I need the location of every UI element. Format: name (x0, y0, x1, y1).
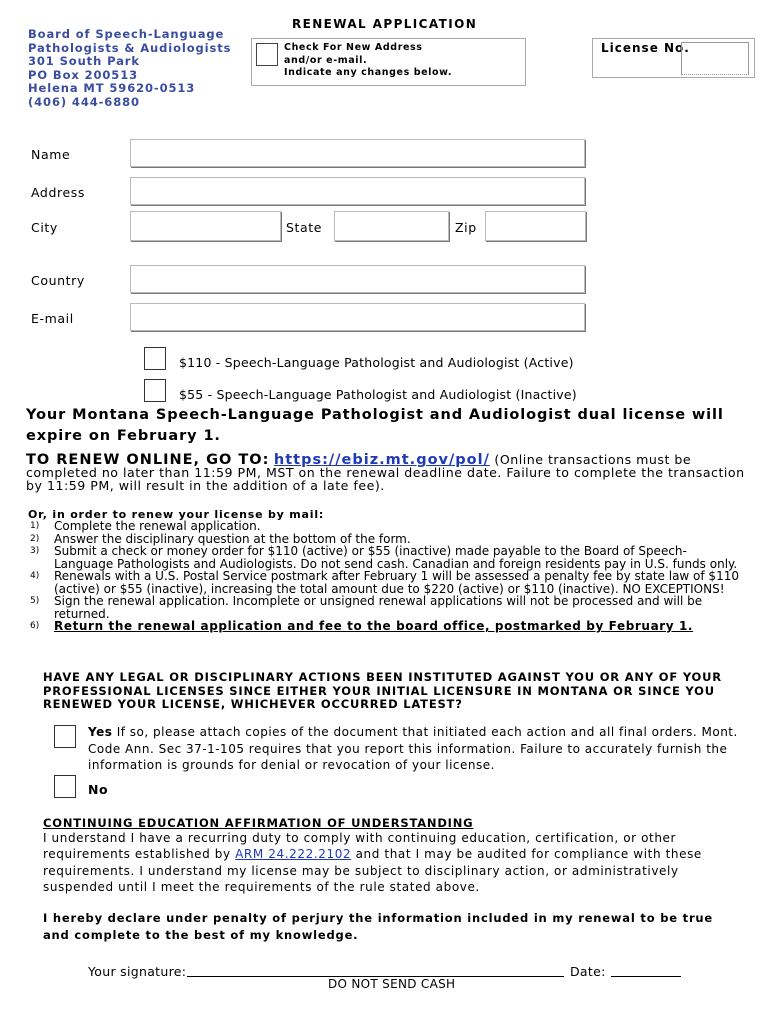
step-text: Answer the disciplinary question at the bottom of the form. (54, 531, 411, 546)
step-number: 6) (30, 621, 40, 631)
city-label: City (31, 220, 58, 235)
name-field[interactable] (130, 139, 585, 167)
license-number-label: License No. (601, 41, 690, 55)
state-label: State (286, 220, 323, 235)
ce-text (43, 830, 748, 896)
ce-text-before: I understand I have a recurring duty to comply with continuing education, certification, or other requirements established by (43, 831, 677, 862)
active-fee-checkbox[interactable] (144, 347, 166, 370)
date-label: Date: (570, 964, 606, 979)
no-cash-footer: DO NOT SEND CASH (328, 977, 456, 991)
board-address-line: Helena MT 59620-0513 (28, 81, 196, 96)
inactive-fee-checkbox[interactable] (144, 379, 166, 402)
country-label: Country (31, 273, 85, 288)
no-checkbox[interactable] (54, 775, 76, 798)
yes-label: Yes (88, 725, 113, 739)
zip-field[interactable] (485, 211, 586, 241)
zip-label: Zip (455, 220, 477, 235)
board-address-line: (406) 444-6880 (28, 94, 140, 109)
board-address (28, 28, 231, 110)
license-number-panel (592, 38, 755, 78)
list-item (28, 620, 740, 633)
no-label: No (88, 782, 109, 797)
inactive-fee-label: $55 - Speech-Language Pathologist and Audiologist (Inactive) (179, 387, 577, 402)
new-address-panel (251, 38, 526, 86)
online-renewal-note: (Online transactions must be completed no later than 11:59 PM, MST on the renewal deadline date. Failure to complete the transaction by 11:59 PM, will result in the addition of a late fee). (26, 452, 745, 493)
state-field[interactable] (334, 211, 449, 241)
step-text: Return the renewal application and fee to the board office, postmarked by February 1. (54, 619, 694, 633)
step-number: 1) (30, 521, 40, 531)
ce-text-after: and that I may be audited for compliance with these requirements. I understand my license may be subject to disciplinary action, or administratively suspended until I meet the requirements of the rule stated above. (43, 847, 702, 895)
email-label: E-mail (31, 311, 74, 326)
new-address-line: Check For New Address (284, 42, 423, 53)
list-item (28, 595, 740, 620)
mail-heading: Or, in order to renew your license by mail: (28, 508, 325, 521)
license-number-field[interactable] (681, 42, 749, 75)
board-address-line: 301 South Park (28, 54, 140, 69)
active-fee-label: $110 - Speech-Language Pathologist and Audiologist (Active) (179, 355, 574, 370)
online-renewal-prefix: TO RENEW ONLINE, GO TO: (26, 452, 270, 468)
form-title: RENEWAL APPLICATION (292, 17, 478, 31)
city-field[interactable] (130, 211, 281, 241)
yes-text: If so, please attach copies of the document that initiated each action and all final orders. Mont. Code Ann. Sec 37-1-105 requires that you report this information. Failure to accurately furnish the information is grounds for denial or revocation of your license. (88, 725, 738, 772)
address-field[interactable] (130, 177, 585, 205)
step-number: 3) (30, 546, 40, 556)
new-address-line: and/or e-mail. (284, 54, 368, 66)
email-field[interactable] (130, 303, 585, 331)
declaration: I hereby declare under penalty of perjury the information included in my renewal to be true and complete to the best of my knowledge. (43, 911, 714, 942)
board-address-line: Board of Speech-Language (28, 27, 225, 41)
step-number: 2) (30, 533, 40, 544)
ce-heading: CONTINUING EDUCATION AFFIRMATION OF UNDERSTANDING (43, 816, 474, 830)
address-label: Address (31, 185, 85, 200)
board-address-line: PO Box 200513 (28, 67, 139, 82)
step-text: Submit a check or money order for $110 (active) or $55 (inactive) made payable to the Board of Speech-Language Pathologists and Audiologists. Do not send cash. Canadian and foreign residents pay in U.S. funds only. (54, 544, 738, 571)
yes-checkbox[interactable] (54, 725, 76, 748)
yes-explanation (88, 724, 738, 774)
step-text: Renewals with a U.S. Postal Service postmark after February 1 will be assessed a penalty fee by state law of $110 (active) or $55 (inactive), increasing the total amount due to $220 (active) or $110 (inactive). NO EXCEPTIONS! (54, 569, 739, 596)
new-address-checkbox[interactable] (256, 43, 278, 66)
arm-link[interactable]: ARM 24.222.2102 (235, 847, 352, 862)
signature-label: Your signature: (88, 964, 187, 979)
step-number: 5) (30, 596, 40, 606)
online-renewal-notice (26, 454, 746, 492)
step-number: 4) (30, 571, 40, 581)
new-address-line: Indicate any changes below. (284, 67, 453, 78)
step-text: Sign the renewal application. Incomplete or unsigned renewal applications will not be processed and will be returned. (54, 594, 703, 621)
country-field[interactable] (130, 265, 585, 293)
legal-question: HAVE ANY LEGAL OR DISCIPLINARY ACTIONS BEEN INSTITUTED AGAINST YOU OR ANY OF YOUR PROFESSIONAL LICENSES SINCE EITHER YOUR INITIAL LICENSURE IN MONTANA OR SINCE YOU RENEWED YOUR LICENSE, WHICHEVER OCCURRED LATEST? (43, 670, 722, 711)
step-text: Complete the renewal application. (54, 519, 261, 533)
expire-notice: Your Montana Speech-Language Pathologist and Audiologist dual license will expire on February 1. (26, 407, 724, 444)
new-address-label (284, 42, 452, 80)
name-label: Name (31, 147, 71, 162)
board-address-line: Pathologists & Audiologists (28, 40, 232, 55)
list-item (28, 570, 740, 595)
online-renewal-link[interactable]: https://ebiz.mt.gov/pol/ (273, 452, 490, 468)
mail-steps-list (28, 520, 740, 633)
date-line[interactable] (611, 976, 681, 977)
list-item (28, 545, 740, 570)
